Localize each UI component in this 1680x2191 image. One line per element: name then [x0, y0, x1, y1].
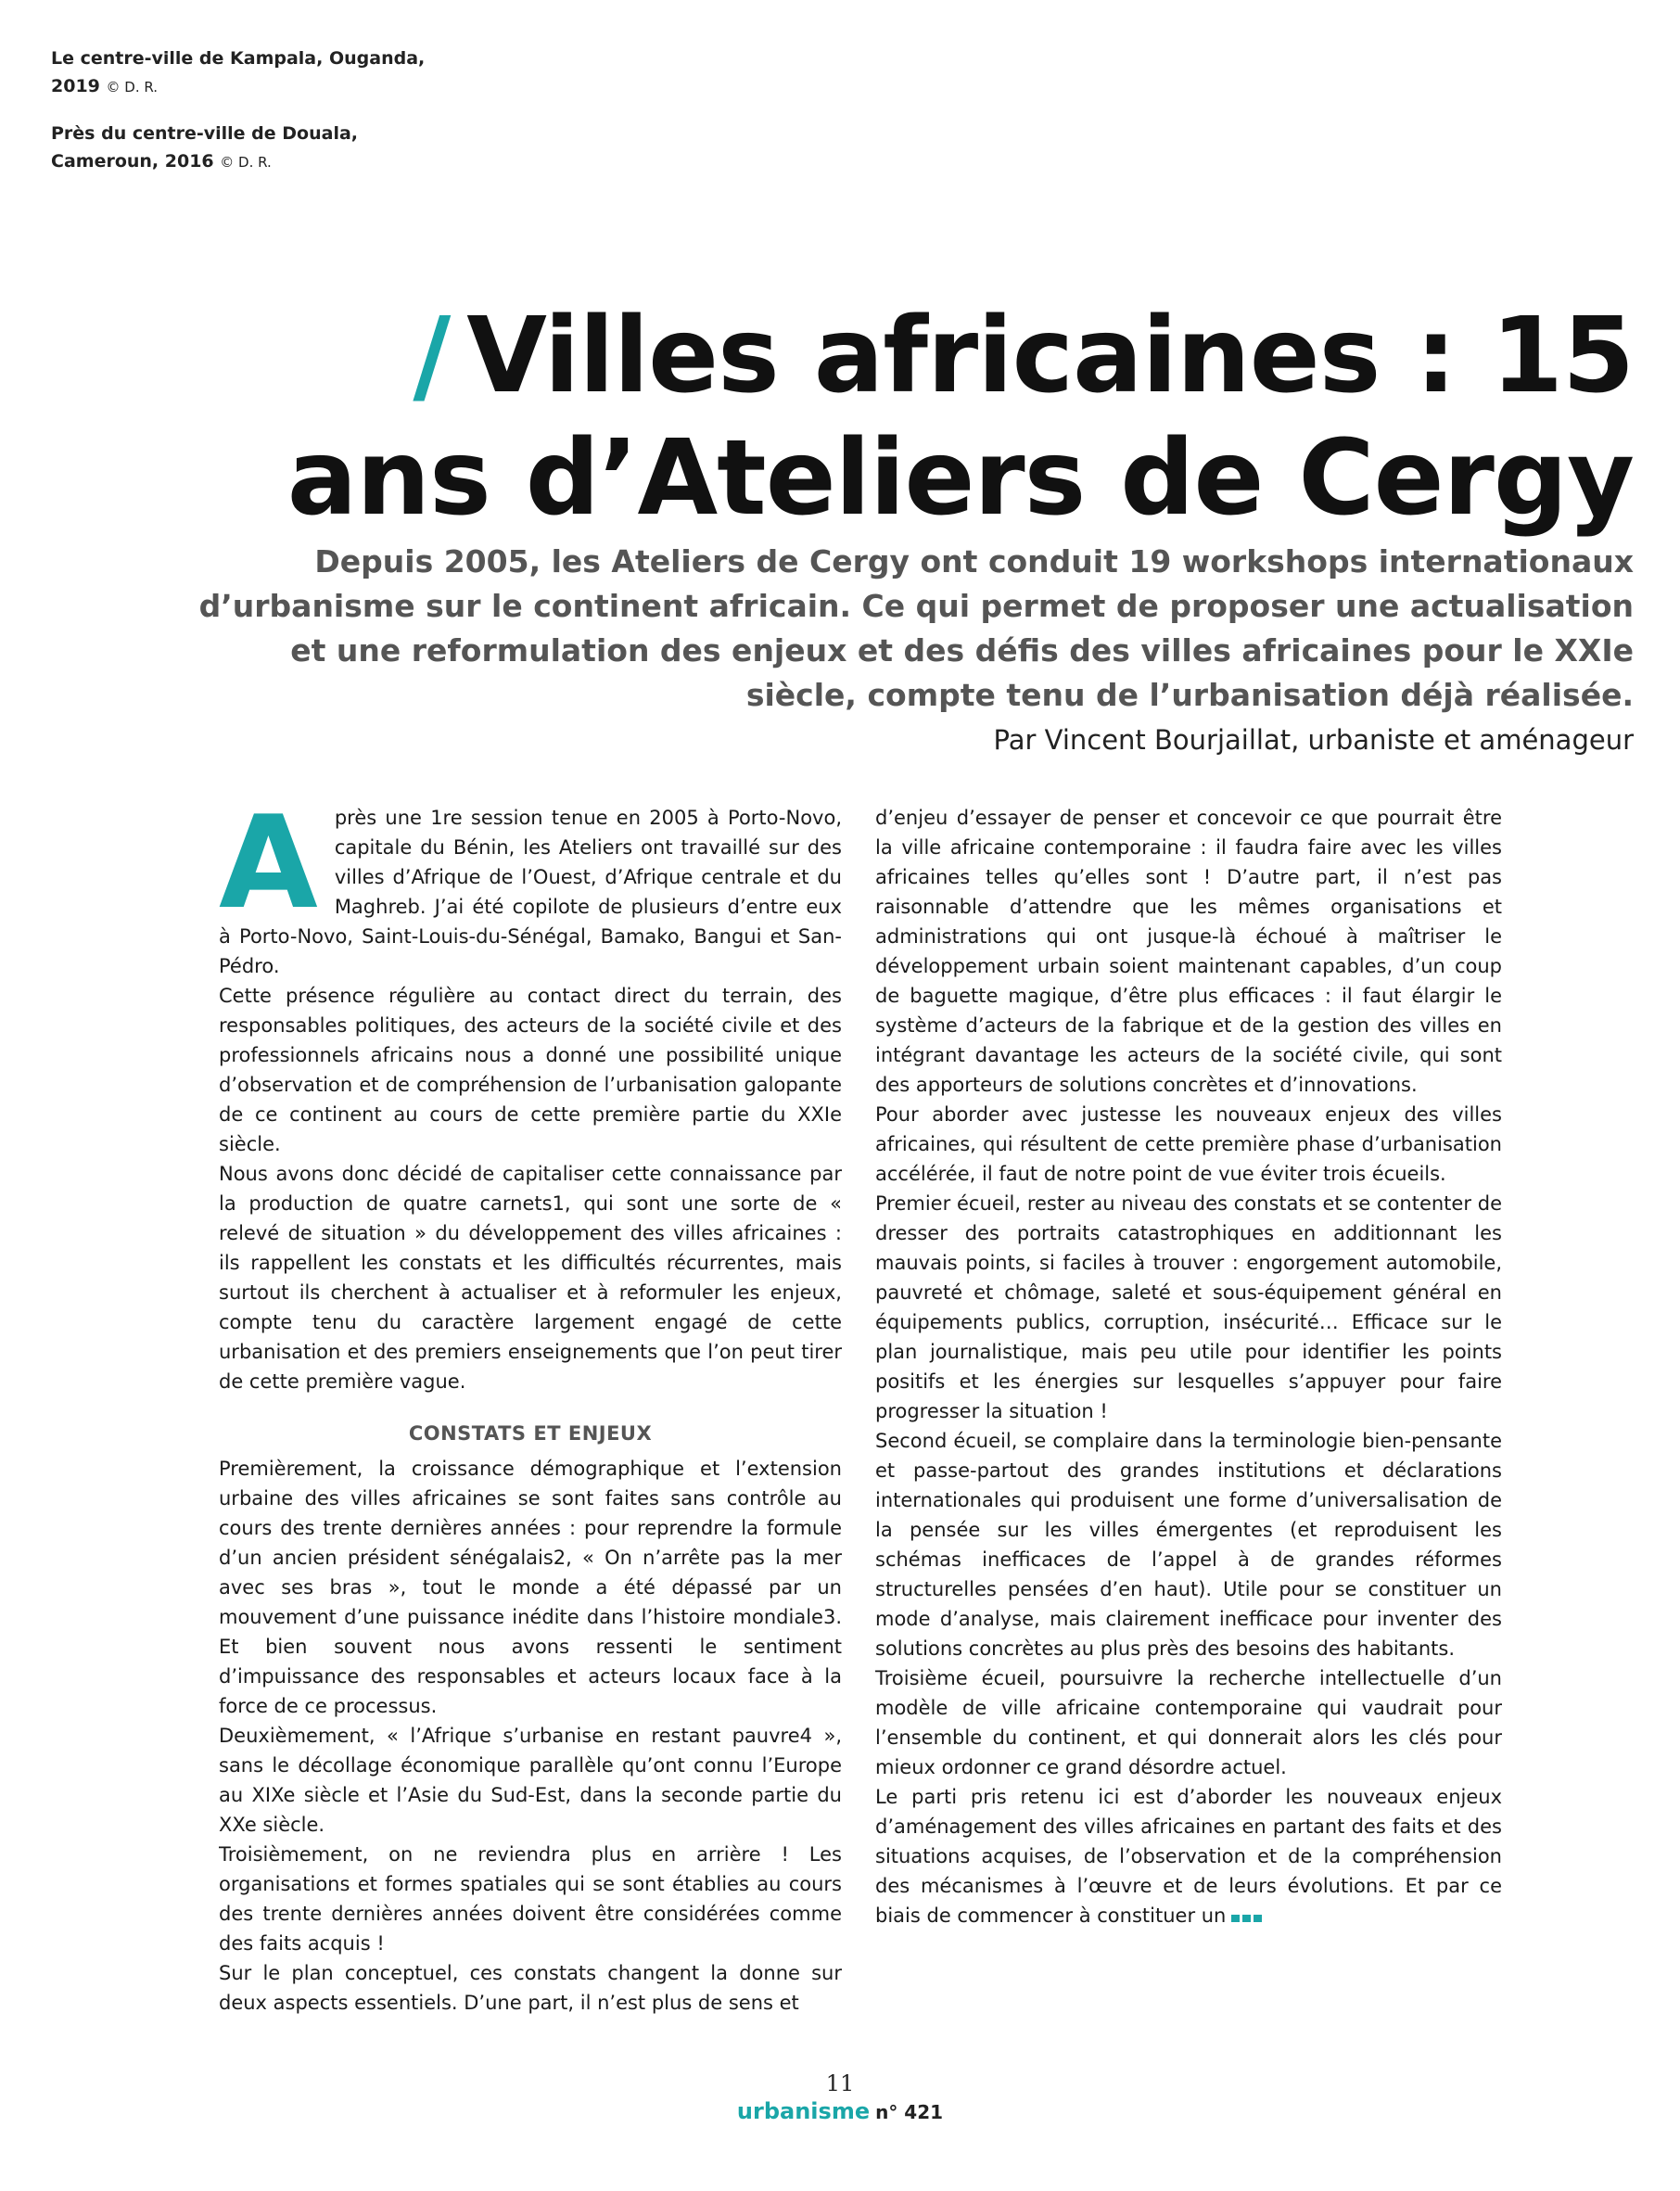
- page-footer: [0, 2070, 1680, 2126]
- paragraph: Second écueil, se complaire dans la terminologie bien-pensante et passe-partout des grandes institutions et déclarations internationales qui produisent une forme d’universalisation de la pensée sur les villes émergentes (et reproduisent les schémas inefficaces de l’appel à de grandes réformes structurelles pensées d’en haut). Utile pour se constituer un mode d’analyse, mais clairement inefficace pour inventer des solutions concrètes au plus près des besoins des habitants.: [875, 1430, 1502, 1660]
- title-text: Villes africaines : 15 ans d’Ateliers de Cergy: [286, 296, 1634, 539]
- photo-captions: [51, 45, 440, 195]
- paragraph: Sur le plan conceptuel, ces constats changent la donne sur deux aspects essentiels. D’une part, il n’est plus de sens et: [219, 1962, 842, 2014]
- paragraph: Pour aborder avec justesse les nouveaux enjeux des villes africaines, qui résultent de cette première phase d’urbanisation accélérée, il faut de notre point de vue éviter trois écueils.: [875, 1103, 1502, 1185]
- paragraph: Troisième écueil, poursuivre la recherche intellectuelle d’un modèle de ville africaine contemporaine qui vaudrait pour l’ensemble du continent, et qui donnerait alors les clés pour mieux ordonner ce grand désordre actuel.: [875, 1667, 1502, 1778]
- paragraph: Deuxièmement, « l’Afrique s’urbanise en restant pauvre4 », sans le décollage économique parallèle qu’ont connu l’Europe au XIXe siècle et l’Asie du Sud-Est, dans la seconde partie du XXe siècle.: [219, 1725, 842, 1836]
- paragraph-last: Le parti pris retenu ici est d’aborder les nouveaux enjeux d’aménagement des villes africaines en partant des faits et des situations acquises, de l’observation et de la compréhension des mécanismes à l’œuvre et de leurs évolutions. Et par ce biais de commencer à constituer un: [875, 1786, 1502, 1927]
- paragraph: Premier écueil, rester au niveau des constats et se contenter de dresser des portraits catastrophiques en additionnant les mauvais points, si faciles à trouver : engorgement automobile, pauvreté et chômage, saleté et sous-équipement général en équipements publics, corruption, insécurité… Efficace sur le plan journalistique, mais peu utile pour identifier les points positifs et les énergies sur lesquelles s’appuyer pour faire progresser la situation !: [875, 1192, 1502, 1422]
- drop-cap: A: [219, 803, 318, 937]
- paragraph: Troisièmement, on ne reviendra plus en arrière ! Les organisations et formes spatiales qui se sont établies au cours des trente dernières années doivent être considérées comme des faits acquis !: [219, 1843, 842, 1955]
- page-number: 11: [825, 2070, 855, 2096]
- issue-number: n° 421: [875, 2101, 944, 2123]
- article-lead: Depuis 2005, les Ateliers de Cergy ont conduit 19 workshops internationaux d’urbanisme sur le continent africain. Ce qui permet de proposer une actualisation et une reformulation des enjeux et des défis des villes africaines pour le XXIe siècle, compte tenu de l’urbanisation déjà réalisée.: [198, 543, 1634, 713]
- magazine-name: [0, 2097, 1680, 2126]
- continuation-mark-icon: [1231, 1915, 1263, 1922]
- paragraph: Premièrement, la croissance démographique et l’extension urbaine des villes africaines se sont faites sans contrôle au cours des trente dernières années : pour reprendre la formule d’un ancien président sénégalais2, « On n’arrête pas la mer avec ses bras », tout le monde a été dépassé par un mouvement d’une puissance inédite dans l’histoire mondiale3. Et bien souvent nous avons ressenti le sentiment d’impuissance des responsables et acteurs locaux face à la force de ce processus.: [219, 1458, 842, 1717]
- paragraph: près une 1re session tenue en 2005 à Porto-Novo, capitale du Bénin, les Ateliers ont travaillé sur des villes d’Afrique de l’Ouest, d’Afrique centrale et du Maghreb. J’ai été copilote de plusieurs d’entre eux à Porto-Novo, Saint-Louis-du-Sénégal, Bamako, Bangui et San-Pédro.: [219, 807, 842, 977]
- article-column-2: [875, 803, 1502, 2027]
- section-heading: CONSTATS ET ENJEUX: [408, 1422, 653, 1445]
- article-title: [187, 295, 1634, 540]
- paragraph: Cette présence régulière au contact direct du terrain, des responsables politiques, des acteurs de la société civile et des professionnels africains nous a donné une possibilité unique d’observation et de compréhension de l’urbanisation galopante de ce continent au cours de cette première partie du XXIe siècle.: [219, 985, 842, 1155]
- caption-douala: Près du centre-ville de Douala, Cameroun, 2016 © D. R.: [51, 123, 358, 172]
- photo-credit: © D. R.: [220, 154, 272, 171]
- caption-kampala: Le centre-ville de Kampala, Ouganda, 2019 © D. R.: [51, 48, 426, 96]
- paragraph: d’enjeu d’essayer de penser et concevoir ce que pourrait être la ville africaine contemporaine : il faudra faire avec les villes africaines telles qu’elles sont ! D’autre part, il n’est pas raisonnable d’attendre que les mêmes organisations et administrations qui ont jusque-là échoué à maîtriser le développement urbain soient maintenant capables, d’un coup de baguette magique, d’être plus efficaces : il faut élargir le système d’acteurs de la fabrique et de la gestion des villes en intégrant davantage les acteurs de la société civile, qui sont des apporteurs de solutions concrètes et d’innovations.: [875, 807, 1502, 1096]
- photo-credit: © D. R.: [106, 79, 159, 96]
- article-column-1: [219, 803, 842, 2027]
- article-author: Par Vincent Bourjaillat, urbaniste et aménageur: [993, 724, 1634, 756]
- paragraph: Nous avons donc décidé de capitaliser cette connaissance par la production de quatre carnets1, qui sont une sorte de « relevé de situation » du développement des villes africaines : ils rappellent les constats et les difficultés récurrentes, mais surtout ils cherchent à actualiser et à reformuler les enjeux, compte tenu du caractère largement engagé de cette urbanisation et des premiers enseignements que l’on peut tirer de cette première vague.: [219, 1163, 842, 1393]
- magazine-logo: urbanisme: [736, 2098, 871, 2124]
- title-slash: /: [413, 296, 451, 416]
